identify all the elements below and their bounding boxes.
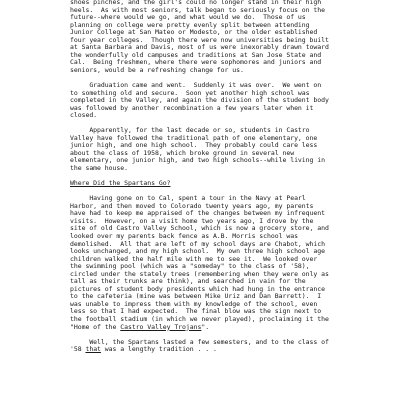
- text-line: planning on college were pretty evenly split between attending: [70, 20, 310, 29]
- text-line: four year colleges. Though there were now universities being built: [70, 35, 329, 44]
- text-line: the swimming pool (which was a "someday" to the class of '58),: [70, 262, 310, 271]
- text-line: the football stadium (in which we never played), proclaiming it the: [70, 314, 329, 323]
- paragraph: [70, 82, 382, 120]
- text-line: at Santa Barbara and Davis, most of us were inexorably drawn toward: [70, 43, 329, 52]
- text-line: Apparently, for the last decade or so, students in Castro: [70, 126, 310, 135]
- text-line: Graduation came and went. Suddenly it was over. We went on: [70, 81, 322, 90]
- text-line: future--where would we go, and what would we do. Those of us: [70, 13, 306, 22]
- text-line: circled under the stately trees (remembering when they were only as: [70, 269, 329, 278]
- text-line: visits. However, on a visit home two years ago, I drove by the: [70, 216, 314, 225]
- text-line: tall as their trunks are think), and searched in vain for the: [70, 277, 306, 286]
- text-line: looks unchanged, and my high school. My own three high school age: [70, 247, 325, 256]
- text-line: to the cafeteria (mine was between Mike Uriz and Dan Barrett). I: [70, 292, 322, 301]
- text-line: demolished. All that are left of my school days are Chabot, which: [70, 239, 325, 248]
- paragraph: [70, 195, 382, 331]
- text-line: the same house.: [70, 164, 128, 173]
- text-fragment: "Home of the: [70, 322, 121, 331]
- text-line: Having gone on to Cal, spent a tour in the Navy at Pearl: [70, 194, 306, 203]
- text-line: less so that I had expected. The final blow was the sign next to: [70, 307, 322, 316]
- text-fragment: '58: [70, 345, 86, 354]
- paragraph: [70, 0, 382, 74]
- text-fragment: ".: [201, 322, 210, 331]
- document-body: [70, 0, 382, 354]
- underlined-text: Castro Valley Trojans: [120, 322, 202, 331]
- text-line: about the class of 1958, which broke ground in several new: [70, 148, 295, 157]
- text-line: Harbor, and then moved to Colorado twenty years ago, my parents: [70, 201, 314, 210]
- text-line: Cal. Being freshmen, where there were sophomores and juniors and: [70, 58, 322, 67]
- text-line: was followed by another recombination a few years later when it: [70, 103, 314, 112]
- text-line: closed.: [70, 111, 98, 120]
- text-line: to something old and secure. Soon yet another high school was: [70, 88, 310, 97]
- text-line: seniors, would be a refreshing change for us.: [70, 65, 244, 74]
- text-line: was unable to impress them with my knowledge of the school, even: [70, 299, 318, 308]
- text-line: shoes pinches, and the girl's could no longer stand in their high: [70, 0, 322, 6]
- text-line: site of old Castro Valley School, which is now a grocery store, and: [70, 224, 329, 233]
- text-line: pictures of student body presidents which had hung in the entrance: [70, 284, 325, 293]
- text-line: the wonderfully old campuses and traditions at San Jose State and: [70, 50, 322, 59]
- text-line: elementary, one junior high, and two high schools--while living in: [70, 156, 325, 165]
- text-fragment: was a lengthy tradition . . .: [100, 345, 217, 354]
- text-line: completed in the Valley, and again the division of the student body: [70, 96, 329, 105]
- section-heading: Where Did the Spartans Go?: [70, 179, 171, 188]
- text-line: heels. As with most seniors, talk began to seriously focus on the: [70, 5, 325, 14]
- text-line: Junior College at San Mateo or Modesto, or the older established: [70, 28, 318, 37]
- text-line: Well, the Spartans lasted a few semesters, and to the class of: [70, 337, 329, 346]
- paragraph: [70, 127, 382, 172]
- text-line: junior high, and one high school. They probably could care less: [70, 141, 318, 150]
- text-line: Valley have followed the traditional path of one elementary, one: [70, 133, 318, 142]
- underlined-text: that: [85, 345, 101, 354]
- text-line: [70, 324, 382, 332]
- text-line: looked over my parents back fence as A.B. Morris school was: [70, 231, 298, 240]
- text-line: children walked the half mile with me to see it. We looked over: [70, 254, 318, 263]
- text-line: have had to keep me appraised of the changes between my infrequent: [70, 209, 325, 218]
- paragraph: [70, 339, 382, 354]
- text-line: [70, 346, 382, 354]
